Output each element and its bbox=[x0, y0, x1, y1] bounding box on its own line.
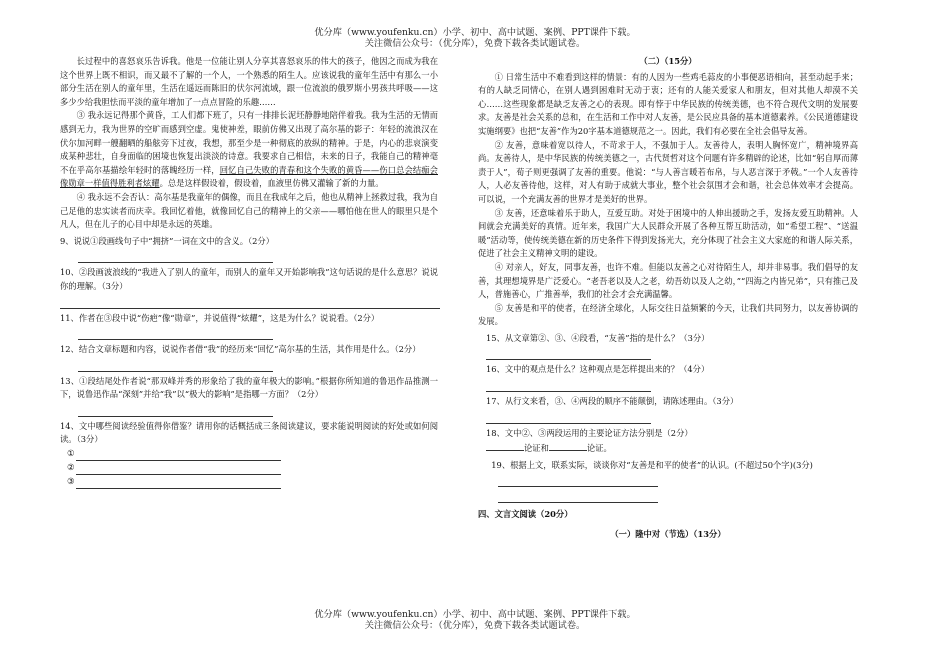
answer-line-16[interactable] bbox=[486, 378, 651, 392]
question-16: 16、文中的观点是什么？这种观点是怎样提出来的？（4分） bbox=[486, 364, 710, 375]
section-2-title: （二）（15分） bbox=[639, 56, 697, 66]
answer-line-13[interactable] bbox=[78, 403, 273, 417]
circle-1: ① bbox=[67, 448, 75, 459]
page-header bbox=[0, 27, 950, 49]
question-9: 9、说说①段画线句子中“拥挤”一词在文中的含义。（2分） bbox=[60, 235, 275, 246]
para3-text-b: 。总是这样假设着，假设着，血液里仿佛又灌输了新的力量。 bbox=[159, 178, 384, 189]
question-12: 12、结合文章标题和内容，说说作者借“我”的经历来“回忆”高尔基的生活，其作用是什么。（2分） bbox=[60, 344, 421, 355]
subsection-1-title: （一）隆中对（节选）（13分） bbox=[610, 529, 726, 540]
header-line-2: 关注微信公众号：（优分库），免费下载各类试题试卷。 bbox=[364, 38, 586, 49]
question-19: 19、根据上文，联系实际，谈谈你对“友善是和平的使者”的认识。(不超过50个字)(3分) bbox=[491, 459, 813, 470]
left-column bbox=[60, 55, 438, 489]
question-17: 17、从行文来看，③、④两段的顺序不能颠倒，请陈述理由。（3分） bbox=[486, 396, 739, 407]
footer-line-2: 关注微信公众号：（优分库），免费下载各类试题试卷。 bbox=[364, 620, 586, 631]
question-10: 10、②段画波浪线的“我进入了别人的童年，而别人的童年又开始影响我”这句话说的是什么意思？说说你的理解。（3分） bbox=[60, 267, 438, 291]
passage-paragraph-3 bbox=[60, 109, 438, 191]
answer-line-19-1[interactable] bbox=[498, 473, 658, 487]
answer-line-9[interactable] bbox=[78, 249, 273, 263]
question-11: 11、作者在③段中说“伤疤”像“勋章”，并说值得“炫耀”，这是为什么？说说看。（2分） bbox=[60, 312, 380, 323]
passage2-paragraph-3: ③ 友善，还意味着乐于助人，互爱互助。对处于困境中的人伸出援助之手，发扬友爱互助精神。人间就会充满美好的真情。近年来，我国广大人民群众开展了各种互帮互助活动，如“希望工程”、“送温暖”活动等，使传统美德在新的历史条件下得到发扬光大，充分体现了社会主义大家庭的和谐人际关系，促进了社会主义精神文明的建设。 bbox=[478, 207, 858, 259]
blank-18-text-1: 论证和 bbox=[524, 443, 549, 454]
answer-line-10[interactable] bbox=[60, 295, 440, 309]
circle-2: ② bbox=[67, 462, 75, 473]
section-4-title: 四、文言文阅读（20分） bbox=[478, 509, 573, 520]
passage2-paragraph-2: ② 友善，意味着宽以待人，不苛求于人，不强加于人。友善待人，表明人胸怀宽广，精神境界高尚。友善待人，是中华民族的传统美德之一，古代贤哲对这个问题有许多精辟的论述，比如“躬自厚而薄责于人”，荀子则更强调了友善的重要。他说：“与人善言暖若布帛，与人恶言深于矛戟。”一个人友善待人，人必友善待他，这样，对人有助于成就大事业，整个社会氛围才会和谐，社会总体效率才会提高。可以说，一个充满友善的世界才是美好的世界。 bbox=[478, 139, 858, 204]
para3-text-a: ③ 我永远记得那个黄昏，工人们都下班了，只有一排排长泥坯静静地陪伴着我。我为生活的无情而感到无力，我为世界的空旷而感到空虚。鬼使神差，眼前仿佛又出现了高尔基的影子：年轻的流浪汉在伏尔加河畔一艘翻晒的船舷旁下过夜，我想，那至少是一种彻底的放纵的精神。于是，内心的悲哀演变成某种悲壮，自身面临的困境也恢复出淡淡的诗意。我要求自己相信，未来的日子，我能自己的精神毫不在乎高尔基描绘年轻时的落魄经历一样， bbox=[60, 110, 438, 175]
passage-paragraph-1: 长过程中的喜怒哀乐告诉我。他是一位能让别人分享其喜怒哀乐的伟大的孩子，他因之而成为我在这个世界上既不相识，而又最不了解的一个人，一个熟悉的陌生人。应该说我的童年生活中有那么一小部分生活在别人的童年里，生活在遥远而陈旧的伏尔河流域，跟一位流浪的俄罗斯小男孩共呼吸——这多少少给我胆怯而平淡的童年增加了一点点冒险的乐趣…… bbox=[60, 56, 438, 107]
answer-row-14-1[interactable] bbox=[67, 447, 438, 461]
para3-underlined: 回忆自己失败的青春和这个失败的黄昏——伤口总会结痂会像勋章一样值得胜利者炫耀 bbox=[60, 164, 438, 189]
question-13: 13、①段结尾处作者说“那双峰并秀的形象给了我的童年极大的影响。”根据你所知道的鲁迅作品推测一下，说鲁迅作品“深刻”并给“我”以“极大的影响”是指哪一方面？（2分） bbox=[60, 375, 438, 400]
question-15: 15、从文章第②、③、④段看，“友善”指的是什么？（3分） bbox=[486, 332, 710, 343]
question-14: 14、文中哪些阅读经验值得你借鉴？请用你的话概括成三条阅读建议，要求能说明阅读的好处或如何阅读。（3分） bbox=[60, 420, 438, 445]
passage2-paragraph-5: ⑤ 友善是和平的使者，在经济全球化，人际交往日益频繁的今天，让我们共同努力，以友善协调的发展。 bbox=[478, 302, 858, 327]
footer-line-1: 优分库（www.youfenku.cn）小学、初中、高中试题、案例、PPT课件下载。 bbox=[314, 609, 636, 620]
right-column bbox=[478, 55, 858, 542]
blank-18-text-2: 论证。 bbox=[586, 443, 612, 454]
header-line-1: 优分库（www.youfenku.cn）小学、初中、高中试题、案例、PPT课件下载。 bbox=[314, 27, 636, 38]
blank-18-1[interactable] bbox=[486, 440, 524, 451]
answer-line-19-2[interactable] bbox=[498, 489, 658, 503]
blank-18-2[interactable] bbox=[549, 440, 587, 451]
passage-paragraph-4: ④ 我永远不会否认：高尔基是我童年的偶像，而且在我成年之后，他也从精神上拯救过我，我为自己足他的忠实读者而庆幸。我回忆着他，就像回忆自己的精神上的父亲——哪怕他在世人的眼里只是个凡人，但在儿子的心目中却是永远的英雄。 bbox=[60, 191, 438, 230]
circle-3: ③ bbox=[67, 476, 75, 487]
answer-line-12[interactable] bbox=[78, 358, 273, 372]
answer-line-15[interactable] bbox=[486, 346, 651, 360]
page-footer bbox=[0, 609, 950, 631]
answer-row-14-2[interactable] bbox=[67, 461, 438, 475]
answer-line-11[interactable] bbox=[78, 326, 273, 340]
answer-row-14-3[interactable] bbox=[67, 475, 438, 489]
passage2-paragraph-1: ① 日常生活中不难看到这样的情景：有的人因为一些鸡毛蒜皮的小事便恶语相向，甚至动起手来；有的人缺乏同情心，在别人遇到困难时无动于衷；还有的人能关爱家人和朋友，但对其他人却漠不关心……这些现象都是缺乏友善之心的表现。即有悖于中华民族的传统美德，也不符合现代文明的发展要求。友善是社会关系的总和，在生活和工作中对人友善，是公民应具备的基本道德素养。《公民道德建设实施纲要》也把“友善”作为20字基本道德规范之一。因此，我们有必要在全社会倡导友善。 bbox=[478, 71, 858, 136]
answer-line-17[interactable] bbox=[486, 410, 651, 424]
question-18: 18、文中②、③两段运用的主要论证方法分别是（2分） bbox=[486, 427, 693, 438]
passage2-paragraph-4: ④ 对亲人，好友，同事友善，也许不难。但能以友善之心对待陌生人，却并非易事。我们倡导的友善，其理想境界是广泛爱心。“老吾老以及人之老，幼吾幼以及人之幼，”“四海之内皆兄弟”，只有推己及人，普施善心，广推善举，我们的社会才会充满温馨。 bbox=[478, 261, 858, 300]
question-18-blanks bbox=[486, 440, 858, 456]
